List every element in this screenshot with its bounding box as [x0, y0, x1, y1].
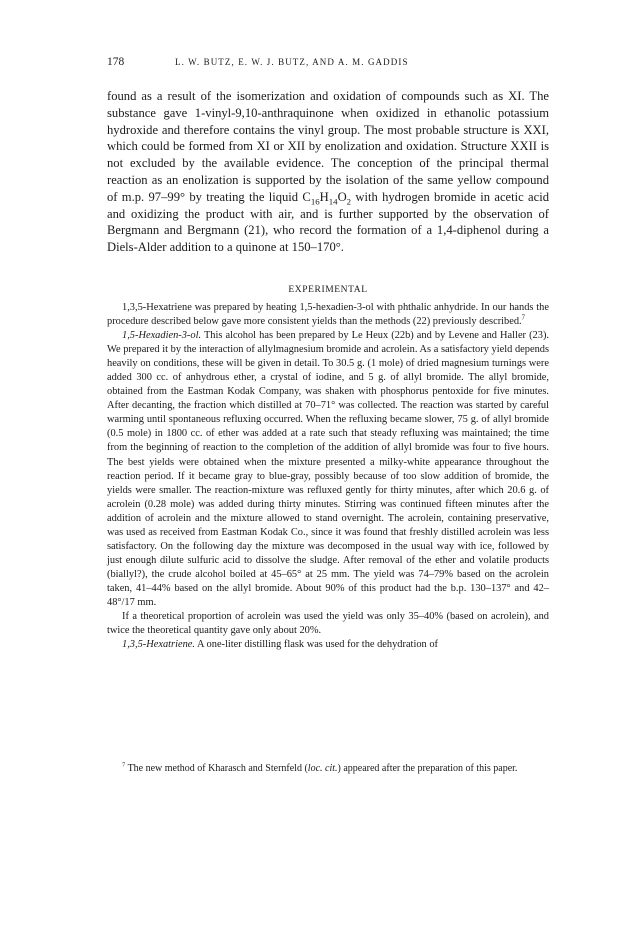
- paragraph-hexatriene: 1,3,5-Hexatriene. A one-liter distilling flask was used for the dehydration of: [122, 639, 438, 651]
- experimental-body: [107, 301, 549, 652]
- footnote: $^7$ The new method of Kharasch and Sternfeld (loc. cit.) appeared after the preparation of this paper.: [122, 761, 518, 774]
- footnote-ref: 7: [521, 314, 526, 322]
- compound-heading: 1,5-Hexadien-3-ol.: [122, 330, 202, 342]
- page-number: 178: [107, 56, 125, 68]
- intro-text: found as a result of the isomerization and oxidation of compounds such as XI. The substance gave 1-vinyl-9,10-anthraquinone when oxidized in ethanolic potassium hydroxide and therefore contains the vinyl group. The most probable structure is XXI, which could be formed from XI or XII by enolization and oxidation. Structure XXII is not excluded by the available evidence. The conception of the principal thermal reaction as an enolization is supported by the isolation of the same yellow compound of m.p. 97–99° by treating the liquid $C_{16}H_{14}O_2$ with hydrogen bromide in acetic acid and oxidizing the product with air, and is further supported by the observation of Bergmann and Bergmann (21), who record the formation of a 1,4-diphenol during a Diels-Alder addition to a quinone at 150–170°.: [107, 89, 550, 255]
- running-head-authors: L. W. BUTZ, E. W. J. BUTZ, AND A. M. GADDIS: [175, 57, 409, 67]
- paragraph-yield-note: If a theoretical proportion of acrolein was used the yield was only 35–40% (based on acrolein), and twice the theoretical quantity gave only about 20%.: [107, 611, 549, 637]
- intro-paragraph: [107, 88, 549, 256]
- paragraph-hexatriene-prep: 1,3,5-Hexatriene was prepared by heating 1,5-hexadien-3-ol with phthalic anhydride. In our hands the procedure described below gave more consistent yields than the methods (22) previously described.$^7$: [107, 302, 549, 328]
- section-heading-experimental: EXPERIMENTAL: [288, 285, 368, 295]
- paragraph-hexadienol: 1,5-Hexadien-3-ol. This alcohol has been prepared by Le Heux (22b) and by Levene and Haller (23). We prepared it by the interaction of allylmagnesium bromide and acrolein. As a satisfactory yield depends heavily on conditions, these will be given in detail. To 30.5 g. (1 mole) of dried magnesium turnings were added 300 cc. of anhydrous ether, a crystal of iodine, and 5 g. of allyl bromide. The allyl bromide, obtained from the Eastman Kodak Company, was shaken with phosphorus pentoxide for five minutes. After decanting, the fraction which distilled at 70–71° was collected. The reaction was started by careful warming until spontaneous refluxing occurred. When the refluxing became slower, 75 g. of allyl bromide (0.5 mole) in 1800 cc. of ether was added at a rate such that steady refluxing was maintained; the time from the beginning of reaction to the completion of the addition of allyl bromide was four to five hours. The best yields were obtained when the mixture presented a milky-white appearance throughout the reaction period. If it became gray to blue-gray, possibly because of too slow addition of bromide, the yields were smaller. The reaction-mixture was refluxed gently for thirty minutes, after which 20.6 g. of acrolein (0.28 mole) was added during thirty minutes. Stirring was continued fifteen minutes after the addition of acrolein and the mixture allowed to stand overnight. The acrolein, containing preservative, was used as received from Eastman Kodak Co., since it was found that freshly distilled acrolein was less satisfactory. On the following day the mixture was decomposed in the usual way with ice, followed by just enough dilute sulfuric acid to dissolve the sludge. After removal of the ether and volatile products (biallyl?), the crude alcohol boiled at 45–65° at 25 mm. The yield was 74–79% based on the acrolein taken, 41–44% based on the allyl bromide. About 90% of this product had the b.p. 130–137° and 42–48°/17 mm.: [107, 330, 549, 608]
- page-header: [107, 56, 549, 72]
- compound-heading: 1,3,5-Hexatriene.: [122, 639, 195, 651]
